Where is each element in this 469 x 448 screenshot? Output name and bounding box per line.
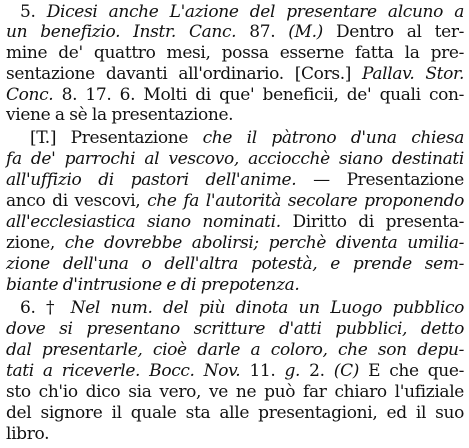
- italic-run: Pallav. Stor.: [362, 64, 464, 84]
- text-line: [6, 340, 464, 360]
- italic-run: zione dell'una o dell'altra potestà, e prende sem-: [6, 254, 464, 274]
- roman-run: Dentro al ter-: [322, 22, 464, 42]
- text-line: [6, 85, 464, 105]
- italic-run: che dovrebbe abolirsi; perchè diventa umilia-: [64, 233, 465, 253]
- italic-run: (C): [333, 361, 360, 381]
- text-line: [6, 22, 464, 42]
- italic-run: un benefizio. Instr. Canc.: [6, 22, 237, 42]
- text-line: [6, 212, 464, 232]
- roman-run: viene a sè la presentazione.: [6, 105, 234, 125]
- italic-run: (M.): [288, 22, 323, 42]
- roman-run: 11.: [240, 361, 285, 381]
- italic-run: all'uffizio di pastori dell'anime.: [6, 170, 297, 190]
- text-line: [20, 298, 464, 318]
- text-line: [6, 403, 464, 423]
- text-line: [6, 361, 464, 381]
- roman-run: libro.: [6, 424, 50, 444]
- roman-run: 2.: [300, 361, 334, 381]
- roman-run: anco di vescovi,: [6, 191, 148, 211]
- italic-run: dal presentarle, cioè darle a coloro, che son depu-: [6, 340, 464, 360]
- dictionary-page: [6, 0, 464, 448]
- italic-run: dove si presentano scritture d'atti pubblici, detto: [6, 319, 464, 339]
- italic-run: Nel num. del più dinota un Luogo pubblico: [70, 298, 464, 318]
- text-line: [6, 170, 464, 190]
- roman-run: mine de' quattro mesi, possa esserne fatta la pre-: [6, 43, 464, 63]
- roman-run: 6. †: [20, 298, 71, 318]
- text-line: [6, 149, 464, 169]
- italic-run: g.: [284, 361, 301, 381]
- roman-run: zione,: [6, 233, 65, 253]
- roman-run: 8. 17. 6. Molti di que' beneficii, de' quali con-: [53, 85, 464, 105]
- roman-run: [T.] Presentazione: [30, 128, 203, 148]
- italic-run: che il pàtrono d'una chiesa: [202, 128, 464, 148]
- text-line: [20, 2, 464, 22]
- italic-run: che fa l'autorità secolare proponendo: [147, 191, 465, 211]
- roman-run: 87.: [236, 22, 289, 42]
- text-line: [6, 424, 49, 444]
- text-line: [6, 43, 464, 63]
- text-line: [6, 382, 464, 402]
- text-line: [6, 319, 464, 339]
- italic-run: all'ecclesiastica siano nominati.: [6, 212, 281, 232]
- italic-run: Conc.: [6, 85, 54, 105]
- text-line: [6, 275, 299, 295]
- roman-run: Diritto di presenta-: [280, 212, 464, 232]
- roman-run: sentazione davanti all'ordinario. [Cors.]: [6, 64, 363, 84]
- text-line: [30, 128, 464, 148]
- roman-run: sto ch'io dico sia vero, ve ne può far chiaro l'ufiziale: [6, 382, 464, 402]
- text-line: [6, 105, 233, 125]
- text-line: [6, 233, 464, 253]
- roman-run: del signore il quale sta alle presentagioni, ed il suo: [6, 403, 464, 423]
- text-line: [6, 64, 464, 84]
- roman-run: — Presentazione: [296, 170, 464, 190]
- italic-run: biante d'intrusione e di prepotenza.: [6, 275, 300, 295]
- italic-run: fa de' parrochi al vescovo, acciocchè siano destinati: [6, 149, 464, 169]
- text-line: [6, 191, 464, 211]
- italic-run: tati a riceverle. Bocc. Nov.: [6, 361, 241, 381]
- italic-run: Dicesi anche L'azione del presentare alcuno a: [46, 2, 464, 22]
- roman-run: E che que-: [359, 361, 465, 381]
- roman-run: 5.: [20, 2, 47, 22]
- text-line: [6, 254, 464, 274]
